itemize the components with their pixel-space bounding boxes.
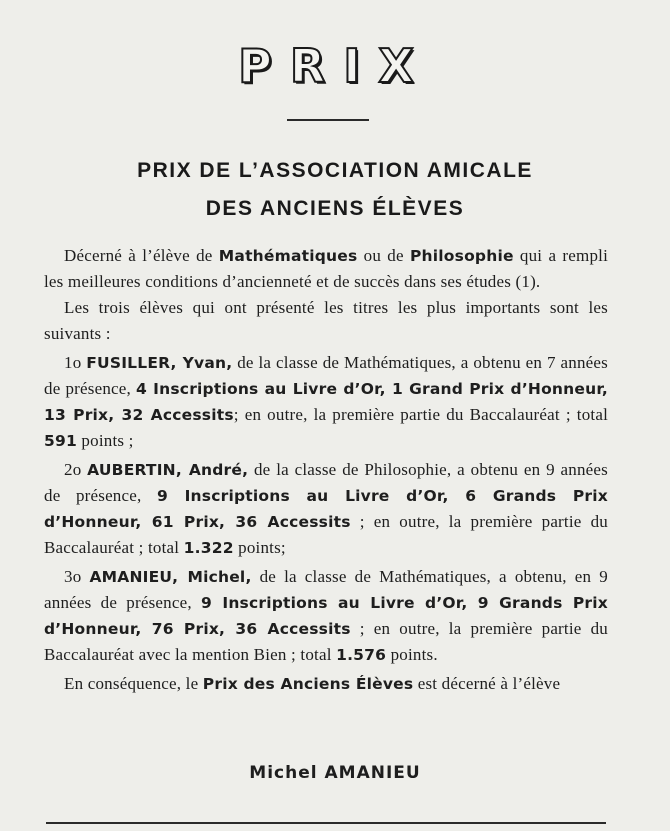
intro-text-3: qui a rempli les meilleures conditions d’ancienneté et de succès dans ses études (1).	[44, 246, 609, 291]
entry-text: ; en outre, la première partie du Baccalauréat avec la mention Bien ; total	[44, 619, 609, 664]
entry-text: points ;	[76, 431, 134, 450]
entry-name: FUSILLER, Yvan,	[86, 354, 233, 372]
entry-awards: 9 Inscriptions au Livre d’Or, 6 Grands Prix d’Honneur, 61 Prix, 36 Accessits	[44, 487, 608, 531]
title-divider	[287, 119, 369, 121]
entry-total: 591	[44, 432, 77, 450]
intro-text-2: ou de	[357, 246, 410, 265]
intro-subject-2: Philosophie	[409, 247, 514, 265]
entry-2	[44, 457, 608, 561]
conclusion-text-2: est décerné à l’élève	[413, 674, 561, 693]
bottom-divider	[46, 822, 606, 824]
entry-text: de la classe de Mathématiques, a obtenu en 7 années de présence,	[44, 353, 608, 398]
entry-rank: 3o	[64, 567, 90, 586]
intro-text-1: Décerné à l’élève de	[64, 246, 219, 265]
entry-text: ; en outre, la première partie du Baccalauréat ; total	[44, 512, 609, 557]
entry-1	[44, 350, 608, 454]
entry-3	[44, 564, 608, 668]
entry-text: points.	[386, 645, 438, 664]
conclusion-text-1: En conséquence, le	[64, 674, 203, 693]
intro-paragraph	[44, 243, 608, 295]
conclusion-prize-name: Prix des Anciens Élèves	[202, 675, 414, 693]
intro-subject-1: Mathématiques	[218, 247, 358, 265]
entry-text: de la classe de Philosophie, a obtenu en 9 années de présence,	[44, 460, 608, 505]
entry-name: AUBERTIN, André,	[87, 461, 249, 479]
prize-heading-line-2: DES ANCIENS ÉLÈVES	[205, 197, 465, 220]
page-title: PRIX	[238, 39, 432, 93]
lead-paragraph: Les trois élèves qui ont présenté les titres les plus importants sont les suivants :	[44, 298, 608, 343]
entry-text: ; en outre, la première partie du Baccalauréat ; total	[233, 405, 609, 424]
entry-rank: 1o	[64, 353, 87, 372]
document-body	[44, 243, 608, 697]
entry-total: 1.322	[183, 539, 234, 557]
entry-text: points;	[233, 538, 286, 557]
entry-total: 1.576	[336, 646, 387, 664]
entry-rank: 2o	[64, 460, 88, 479]
winner-name: Michel AMANIEU	[249, 763, 421, 783]
entry-awards: 4 Inscriptions au Livre d’Or, 1 Grand Prix d’Honneur, 13 Prix, 32 Accessits	[44, 380, 608, 424]
prize-heading-line-1: PRIX DE L’ASSOCIATION AMICALE	[137, 159, 533, 182]
conclusion-paragraph	[44, 671, 608, 697]
entry-awards: 9 Inscriptions au Livre d’Or, 9 Grands Prix d’Honneur, 76 Prix, 36 Accessits	[44, 594, 608, 638]
entry-text: de la classe de Mathématiques, a obtenu, en 9 années de présence,	[44, 567, 608, 612]
entry-name: AMANIEU, Michel,	[89, 568, 252, 586]
